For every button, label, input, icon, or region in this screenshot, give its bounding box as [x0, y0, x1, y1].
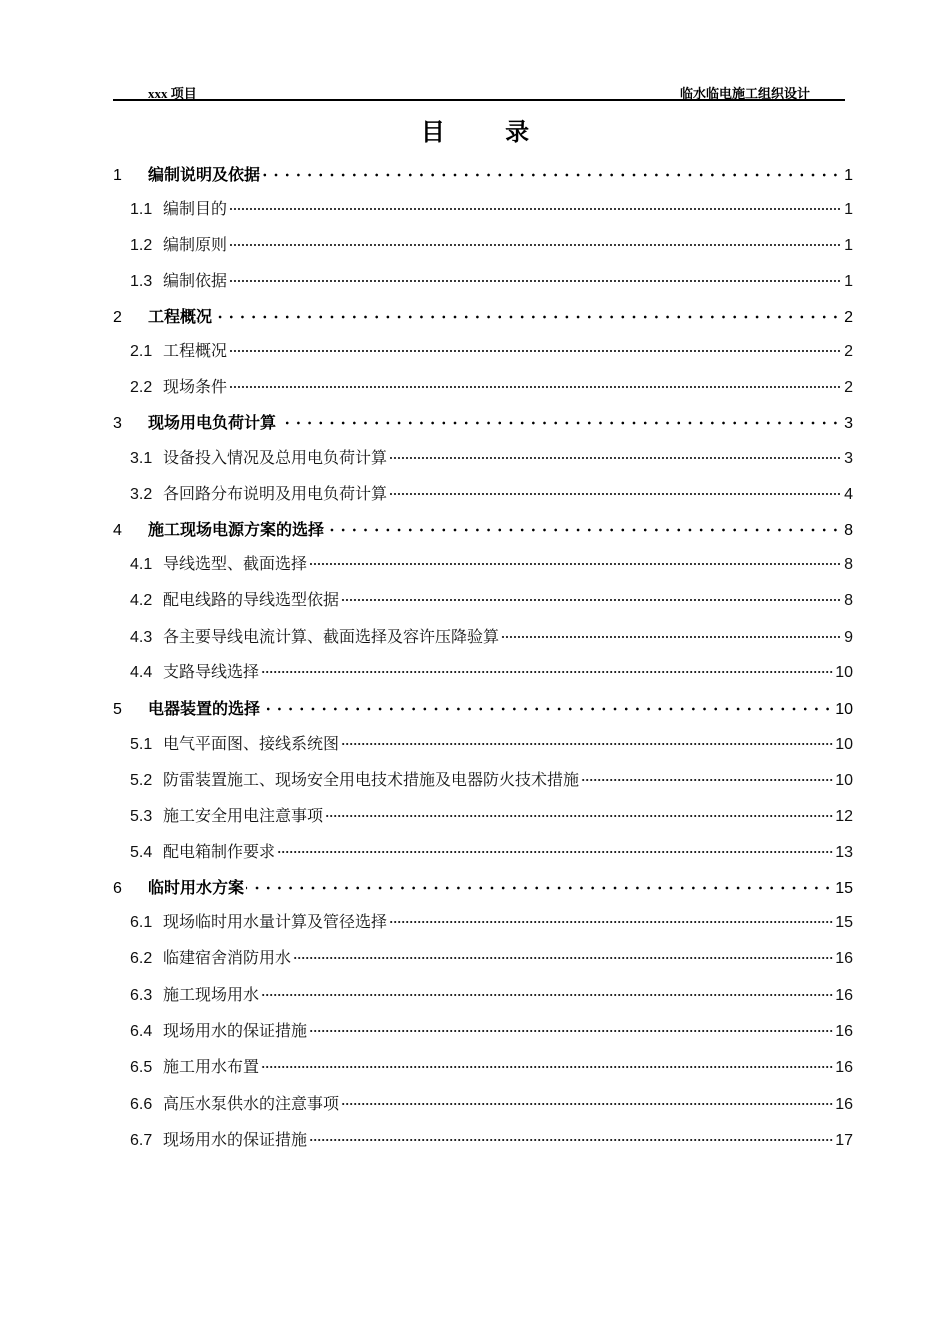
toc-section-entry[interactable] — [113, 1127, 853, 1153]
toc-entry-page-number: 10 — [835, 664, 853, 681]
toc-section-entry[interactable] — [113, 1091, 853, 1117]
toc-entry-label: 编制目的 — [163, 199, 228, 218]
toc-section-entry[interactable] — [113, 659, 853, 685]
toc-entry-page-number: 4 — [844, 486, 853, 503]
toc-entry-page-number: 3 — [844, 415, 853, 432]
toc-entry-number: 5.3 — [130, 808, 153, 825]
dot-leader — [261, 1065, 833, 1069]
toc-chapter-entry[interactable] — [113, 517, 853, 543]
toc-section-entry[interactable] — [113, 1018, 853, 1044]
dot-leader — [389, 920, 833, 924]
dot-leader — [325, 814, 833, 818]
toc-entry-page-number: 15 — [835, 880, 853, 897]
dot-leader — [326, 528, 841, 532]
dot-leader — [262, 707, 833, 711]
toc-entry-page-number: 10 — [835, 772, 853, 789]
toc-entry-label: 配电箱制作要求 — [163, 842, 276, 861]
dot-leader — [341, 598, 841, 602]
toc-entry-label: 各主要导线电流计算、截面选择及容许压降验算 — [163, 627, 500, 646]
toc-chapter-entry[interactable] — [113, 696, 853, 722]
dot-leader — [389, 492, 841, 496]
toc-entry-number: 5.1 — [130, 736, 153, 753]
toc-entry-label: 临建宿舍消防用水 — [163, 948, 292, 967]
toc-entry-label: 高压水泵供水的注意事项 — [163, 1094, 340, 1113]
toc-entry-label: 导线选型、截面选择 — [163, 554, 308, 573]
toc-entry-page-number: 16 — [835, 1023, 853, 1040]
toc-entry-page-number: 16 — [835, 1059, 853, 1076]
toc-entry-number: 6.1 — [130, 914, 153, 931]
toc-entry-label: 施工用水布置 — [163, 1057, 260, 1076]
dot-leader — [229, 243, 841, 247]
dot-leader — [262, 173, 841, 177]
toc-entry-number: 2 — [113, 309, 122, 326]
toc-entry-page-number: 16 — [835, 950, 853, 967]
toc-entry-label: 设备投入情况及总用电负荷计算 — [163, 448, 388, 467]
toc-entry-label: 现场用水的保证措施 — [163, 1021, 308, 1040]
dot-leader — [309, 1138, 833, 1142]
toc-entry-page-number: 3 — [844, 450, 853, 467]
toc-section-entry[interactable] — [113, 196, 853, 222]
toc-entry-number: 4.2 — [130, 592, 153, 609]
toc-chapter-entry[interactable] — [113, 875, 853, 901]
toc-section-entry[interactable] — [113, 587, 853, 613]
toc-entry-number: 6 — [113, 880, 122, 897]
dot-leader — [293, 956, 833, 960]
toc-entry-label: 编制原则 — [163, 235, 228, 254]
toc-chapter-entry[interactable] — [113, 410, 853, 436]
toc-section-entry[interactable] — [113, 909, 853, 935]
toc-entry-label: 现场用水的保证措施 — [163, 1130, 308, 1149]
toc-section-entry[interactable] — [113, 445, 853, 471]
dot-leader — [229, 207, 841, 211]
page-header — [113, 80, 845, 100]
toc-entry-page-number: 9 — [844, 629, 853, 646]
toc-section-entry[interactable] — [113, 803, 853, 829]
toc-entry-page-number: 16 — [835, 987, 853, 1004]
header-rule — [113, 99, 845, 101]
toc-entry-page-number: 17 — [835, 1132, 853, 1149]
toc-entry-label: 临时用水方案 — [148, 878, 245, 897]
toc-entry-label: 编制依据 — [163, 271, 228, 290]
toc-entry-number: 4.4 — [130, 664, 153, 681]
dot-leader — [341, 742, 833, 746]
toc-entry-page-number: 16 — [835, 1096, 853, 1113]
toc-entry-number: 6.2 — [130, 950, 153, 967]
dot-leader — [261, 993, 833, 997]
toc-entry-number: 1.2 — [130, 237, 153, 254]
dot-leader — [214, 315, 841, 319]
toc-entry-number: 1.1 — [130, 201, 153, 218]
toc-section-entry[interactable] — [113, 268, 853, 294]
toc-section-entry[interactable] — [113, 232, 853, 258]
toc-entry-page-number: 15 — [835, 914, 853, 931]
dot-leader — [309, 562, 841, 566]
dot-leader — [501, 635, 841, 639]
toc-entry-number: 4.3 — [130, 629, 153, 646]
dot-leader — [341, 1102, 833, 1106]
toc-entry-page-number: 8 — [844, 522, 853, 539]
toc-entry-label: 防雷装置施工、现场安全用电技术措施及电器防火技术措施 — [163, 770, 580, 789]
toc-entry-label: 电器装置的选择 — [148, 699, 261, 718]
toc-entry-label: 现场临时用水量计算及管径选择 — [163, 912, 388, 931]
toc-entry-page-number: 10 — [835, 736, 853, 753]
toc-entry-page-number: 1 — [844, 273, 853, 290]
toc-entry-label: 施工安全用电注意事项 — [163, 806, 324, 825]
toc-entry-number: 2.1 — [130, 343, 153, 360]
dot-leader — [389, 456, 841, 460]
toc-entry-label: 工程概况 — [148, 307, 213, 326]
toc-entry-number: 5.4 — [130, 844, 153, 861]
toc-entry-label: 现场用电负荷计算 — [148, 413, 277, 432]
toc-entry-page-number: 1 — [844, 237, 853, 254]
header-document-title: 临水临电施工组织设计 — [679, 87, 810, 102]
toc-entry-number: 1 — [113, 167, 122, 184]
toc-entry-page-number: 10 — [835, 701, 853, 718]
dot-leader — [229, 385, 841, 389]
toc-entry-number: 5 — [113, 701, 122, 718]
toc-title: 目 录 — [420, 118, 556, 146]
toc-entry-number: 3.2 — [130, 486, 153, 503]
dot-leader — [246, 886, 833, 890]
toc-entry-number: 6.5 — [130, 1059, 153, 1076]
toc-entry-label: 施工现场电源方案的选择 — [148, 520, 325, 539]
toc-entry-label: 配电线路的导线选型依据 — [163, 590, 340, 609]
toc-entry-page-number: 2 — [844, 379, 853, 396]
toc-entry-number: 4.1 — [130, 556, 153, 573]
toc-entry-number: 3.1 — [130, 450, 153, 467]
toc-section-entry[interactable] — [113, 1054, 853, 1080]
toc-entry-page-number: 13 — [835, 844, 853, 861]
toc-section-entry[interactable] — [113, 731, 853, 757]
toc-section-entry[interactable] — [113, 551, 853, 577]
toc-section-entry[interactable] — [113, 624, 853, 650]
toc-entry-number: 1.3 — [130, 273, 153, 290]
toc-entry-number: 2.2 — [130, 379, 153, 396]
toc-entry-page-number: 8 — [844, 556, 853, 573]
toc-entry-label: 电气平面图、接线系统图 — [163, 734, 340, 753]
toc-entry-label: 现场条件 — [163, 377, 228, 396]
toc-entry-page-number: 8 — [844, 592, 853, 609]
toc-entry-page-number: 2 — [844, 309, 853, 326]
toc-section-entry[interactable] — [113, 374, 853, 400]
dot-leader — [309, 1029, 833, 1033]
toc-entry-number: 3 — [113, 415, 122, 432]
header-project-name: xxx 项目 — [148, 86, 197, 101]
toc-entry-label: 各回路分布说明及用电负荷计算 — [163, 484, 388, 503]
toc-entry-label: 工程概况 — [163, 341, 228, 360]
toc-entry-page-number: 2 — [844, 343, 853, 360]
dot-leader — [261, 670, 833, 674]
dot-leader — [581, 778, 833, 782]
toc-entry-number: 5.2 — [130, 772, 153, 789]
toc-entry-label: 支路导线选择 — [163, 662, 260, 681]
dot-leader — [229, 279, 841, 283]
toc-section-entry[interactable] — [113, 839, 853, 865]
toc-section-entry[interactable] — [113, 767, 853, 793]
toc-entry-page-number: 1 — [844, 201, 853, 218]
toc-section-entry[interactable] — [113, 338, 853, 364]
toc-section-entry[interactable] — [113, 945, 853, 971]
toc-entry-number: 6.7 — [130, 1132, 153, 1149]
toc-chapter-entry[interactable] — [113, 304, 853, 330]
toc-chapter-entry[interactable] — [113, 162, 853, 188]
toc-section-entry[interactable] — [113, 481, 853, 507]
toc-section-entry[interactable] — [113, 982, 853, 1008]
toc-entry-number: 6.3 — [130, 987, 153, 1004]
toc-entry-number: 6.6 — [130, 1096, 153, 1113]
dot-leader — [229, 349, 841, 353]
toc-entry-label: 施工现场用水 — [163, 985, 260, 1004]
toc-entry-page-number: 12 — [835, 808, 853, 825]
toc-entry-number: 6.4 — [130, 1023, 153, 1040]
dot-leader — [277, 850, 833, 854]
dot-leader — [278, 421, 841, 425]
toc-entry-page-number: 1 — [844, 167, 853, 184]
toc-entry-label: 编制说明及依据 — [148, 165, 261, 184]
toc-entry-number: 4 — [113, 522, 122, 539]
